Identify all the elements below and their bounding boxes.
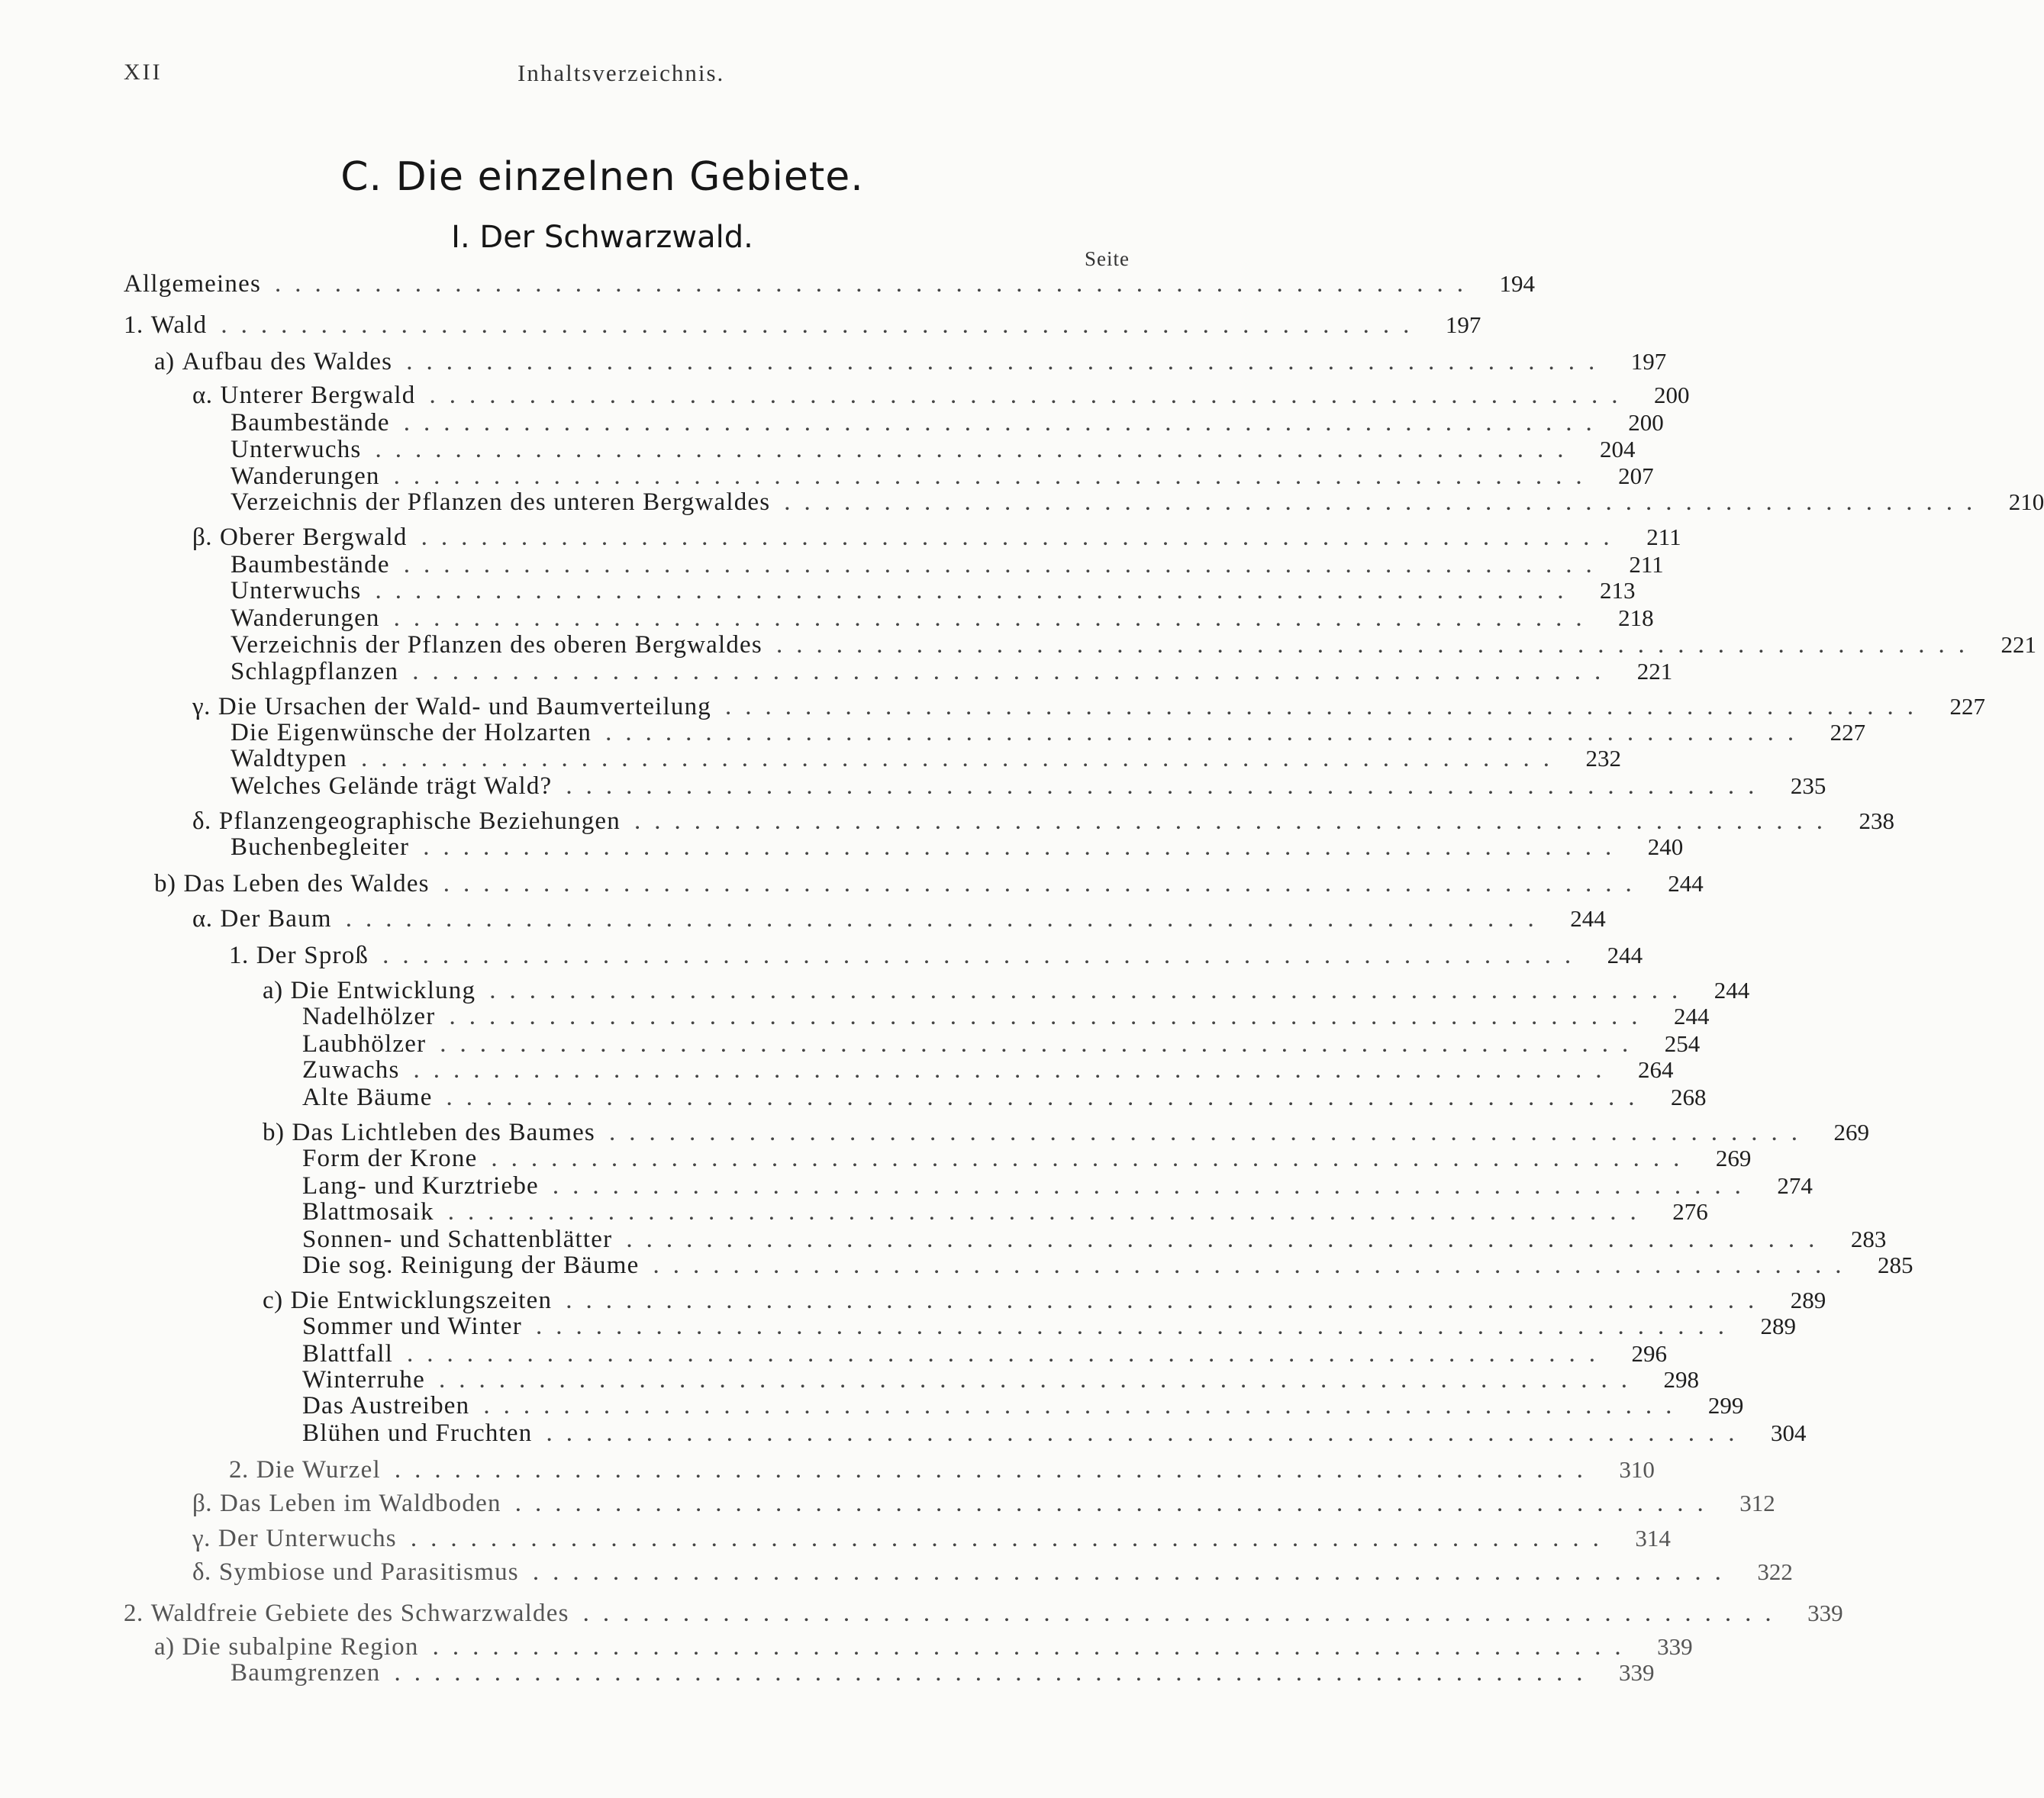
- toc-entry-label: Die Wurzel: [256, 1456, 381, 1484]
- toc-entry: [154, 870, 1704, 897]
- toc-entry-label: Der Unterwuchs: [218, 1525, 397, 1552]
- toc-entry-number: α.: [192, 382, 213, 409]
- toc-entry: [124, 311, 1481, 339]
- dot-leader: ............................................................: [429, 382, 1632, 409]
- toc-entry-label: Allgemeines: [124, 270, 261, 298]
- toc-entry: [192, 1490, 1775, 1517]
- toc-entry-label: Wanderungen: [231, 462, 380, 490]
- toc-entry-label: Wald: [150, 311, 208, 339]
- dot-leader: ............................................................: [447, 1198, 1650, 1226]
- toc-entry: [302, 1198, 1708, 1226]
- toc-entry-number: b): [154, 870, 176, 897]
- dot-leader: ............................................................: [552, 1172, 1755, 1200]
- toc-entry-page: 322: [1757, 1558, 1793, 1585]
- toc-entry-page: 274: [1777, 1172, 1813, 1199]
- dot-leader: ............................................................: [653, 1252, 1855, 1279]
- toc-entry: [302, 1340, 1667, 1368]
- dot-leader: ............................................................: [566, 1287, 1768, 1314]
- toc-entry-page: 235: [1790, 772, 1826, 799]
- dot-leader: ............................................................: [535, 1313, 1738, 1340]
- toc-entry-page: 244: [1668, 870, 1704, 897]
- toc-entry: [302, 1172, 1813, 1200]
- section-title: C. Die einzelnen Gebiete.: [340, 154, 864, 200]
- toc-entry-label: Wanderungen: [231, 604, 380, 632]
- toc-entry-page: 227: [1949, 693, 1986, 720]
- toc-entry: [231, 488, 2044, 516]
- toc-entry: [263, 1287, 1826, 1314]
- toc-entry: [231, 1659, 1655, 1687]
- toc-entry-number: 1.: [229, 942, 249, 969]
- toc-entry-label: Waldtypen: [231, 745, 347, 772]
- toc-entry-label: Nadelhölzer: [302, 1003, 436, 1030]
- dot-leader: ............................................................: [582, 1600, 1785, 1627]
- toc-entry-page: 299: [1707, 1392, 1744, 1419]
- toc-entry-label: Unterwuchs: [231, 577, 362, 604]
- toc-entry-label: Pflanzengeographische Beziehungen: [218, 807, 621, 835]
- dot-leader: ............................................................: [394, 1456, 1597, 1484]
- toc-entry: [192, 693, 1986, 720]
- toc-entry: [231, 462, 1654, 490]
- dot-leader: ............................................................: [605, 719, 1808, 746]
- toc-entry-label: Der Baum: [220, 905, 332, 933]
- toc-entry-number: α.: [192, 905, 213, 933]
- toc-entry: [302, 1056, 1674, 1084]
- toc-entry-page: 268: [1671, 1084, 1707, 1110]
- toc-entry-label: Der Sproß: [256, 942, 369, 969]
- toc-entry: [231, 631, 2036, 659]
- toc-entry-label: Schlagpflanzen: [231, 658, 399, 685]
- toc-entry-label: Welches Gelände trägt Wald?: [231, 772, 553, 800]
- toc-entry: [302, 1392, 1744, 1419]
- toc-entry-page: 211: [1629, 551, 1664, 578]
- toc-entry-page: 227: [1830, 719, 1866, 746]
- toc-entry-page: 197: [1630, 348, 1667, 375]
- toc-entry-page: 210: [2008, 488, 2044, 515]
- dot-leader: ............................................................: [449, 1003, 1652, 1030]
- toc-entry-number: 1.: [124, 311, 143, 339]
- dot-leader: ............................................................: [375, 436, 1578, 463]
- toc-entry-label: Alte Bäume: [302, 1084, 433, 1111]
- toc-entry-number: δ.: [192, 807, 211, 835]
- toc-entry: [302, 1084, 1707, 1111]
- toc-entry: [302, 1003, 1710, 1030]
- toc-entry-number: γ.: [192, 1525, 211, 1552]
- dot-leader: ............................................................: [532, 1558, 1735, 1586]
- dot-leader: ............................................................: [393, 462, 1596, 490]
- toc-entry-label: Blattmosaik: [302, 1198, 434, 1226]
- dot-leader: ............................................................: [375, 577, 1578, 604]
- toc-entry: [302, 1226, 1887, 1253]
- toc-entry-label: Baumbestände: [231, 551, 390, 578]
- toc-entry: [231, 436, 1636, 463]
- toc-entry-page: 283: [1850, 1226, 1887, 1252]
- toc-entry: [192, 1558, 1793, 1586]
- toc-entry-label: Verzeichnis der Pflanzen des oberen Bergwaldes: [231, 631, 762, 659]
- toc-entry-label: Das Leben des Waldes: [183, 870, 430, 897]
- toc-entry-number: a): [154, 1633, 175, 1661]
- toc-entry-page: 269: [1833, 1119, 1869, 1146]
- toc-entry: [229, 942, 1643, 969]
- toc-entry: [231, 719, 1866, 746]
- toc-entry-label: Die Entwicklung: [290, 977, 476, 1004]
- page-number: XII: [124, 60, 163, 85]
- dot-leader: ............................................................: [406, 348, 1609, 375]
- toc-entry: [192, 524, 1681, 551]
- toc-entry-page: 339: [1807, 1600, 1843, 1626]
- toc-entry-page: 269: [1715, 1145, 1752, 1171]
- toc-entry-label: Die Eigenwünsche der Holzarten: [231, 719, 592, 746]
- dot-leader: ............................................................: [443, 870, 1646, 897]
- toc-entry: [154, 1633, 1693, 1661]
- toc-entry: [192, 1525, 1671, 1552]
- dot-leader: ............................................................: [413, 1056, 1616, 1084]
- toc-entry-label: Baumgrenzen: [231, 1659, 381, 1687]
- toc-entry-page: 339: [1657, 1633, 1693, 1660]
- toc-entry-label: Blattfall: [302, 1340, 393, 1368]
- dot-leader: ............................................................: [440, 1030, 1643, 1058]
- toc-entry-page: 244: [1570, 905, 1606, 932]
- toc-entry: [263, 1119, 1869, 1146]
- toc-entry: [231, 577, 1636, 604]
- toc-entry-number: 2.: [229, 1456, 249, 1484]
- toc-entry: [192, 905, 1606, 933]
- page-column-label: Seite: [1085, 247, 1130, 270]
- toc-entry-label: Waldfreie Gebiete des Schwarzwaldes: [150, 1600, 569, 1627]
- toc-entry-page: 276: [1672, 1198, 1708, 1225]
- toc-entry-label: Die subalpine Region: [182, 1633, 419, 1661]
- toc-entry: [302, 1366, 1699, 1394]
- dot-leader: ............................................................: [432, 1633, 1635, 1661]
- toc-entry-label: Das Lichtleben des Baumes: [292, 1119, 595, 1146]
- toc-entry-page: 244: [1714, 977, 1750, 1004]
- toc-entry-label: Das Austreiben: [302, 1392, 470, 1419]
- dot-leader: ............................................................: [546, 1419, 1749, 1447]
- toc-entry-label: Die Entwicklungszeiten: [290, 1287, 553, 1314]
- toc-entry-page: 240: [1647, 833, 1684, 860]
- toc-entry: [231, 658, 1673, 685]
- dot-leader: ............................................................: [393, 604, 1596, 632]
- toc-entry: [302, 1313, 1796, 1340]
- dot-leader: ............................................................: [406, 1340, 1609, 1368]
- toc-entry: [231, 409, 1664, 437]
- toc-entry-page: 211: [1646, 524, 1681, 550]
- toc-entry-page: 197: [1445, 311, 1481, 338]
- toc-entry-label: Winterruhe: [302, 1366, 425, 1394]
- toc-entry: [124, 1600, 1843, 1627]
- dot-leader: ............................................................: [421, 524, 1623, 551]
- dot-leader: ............................................................: [403, 409, 1606, 437]
- dot-leader: ............................................................: [634, 807, 1836, 835]
- dot-leader: ............................................................: [483, 1392, 1686, 1419]
- toc-entry-number: δ.: [192, 1558, 211, 1586]
- toc-entry-page: 221: [1636, 658, 1673, 685]
- toc-entry-page: 218: [1618, 604, 1654, 631]
- toc-entry-label: Das Leben im Waldboden: [220, 1490, 501, 1517]
- toc-entry-page: 289: [1790, 1287, 1826, 1313]
- dot-leader: ............................................................: [394, 1659, 1597, 1687]
- dot-leader: ............................................................: [382, 942, 1585, 969]
- dot-leader: ............................................................: [608, 1119, 1811, 1146]
- dot-leader: ............................................................: [489, 977, 1692, 1004]
- dot-leader: ............................................................: [446, 1084, 1649, 1111]
- toc-entry-label: Die Ursachen der Wald- und Baumverteilung: [218, 693, 712, 720]
- toc-entry: [124, 270, 1535, 298]
- toc-entry-page: 244: [1607, 942, 1643, 968]
- toc-entry-page: 238: [1859, 807, 1894, 834]
- toc-entry-label: Baumbestände: [231, 409, 390, 437]
- toc-entry-page: 213: [1599, 577, 1636, 604]
- toc-entry: [263, 977, 1750, 1004]
- toc-entry-page: 207: [1618, 462, 1654, 489]
- toc-entry: [192, 382, 1690, 409]
- toc-entry-page: 221: [2000, 631, 2036, 658]
- toc-entry: [154, 348, 1667, 375]
- dot-leader: ............................................................: [626, 1226, 1829, 1253]
- toc-entry-page: 289: [1760, 1313, 1796, 1339]
- dot-leader: ............................................................: [491, 1145, 1694, 1172]
- toc-entry: [231, 833, 1684, 861]
- toc-entry-number: a): [263, 977, 283, 1004]
- dot-leader: ............................................................: [403, 551, 1606, 578]
- toc-entry: [231, 772, 1826, 800]
- toc-entry: [302, 1030, 1701, 1058]
- toc-entry-label: Unterer Bergwald: [220, 382, 416, 409]
- dot-leader: ............................................................: [360, 745, 1563, 772]
- toc-entry-label: Blühen und Fruchten: [302, 1419, 533, 1447]
- toc-entry: [302, 1252, 1913, 1279]
- toc-entry-number: β.: [192, 1490, 213, 1517]
- toc-entry-label: Buchenbegleiter: [231, 833, 410, 861]
- toc-entry-page: 194: [1499, 270, 1535, 297]
- running-title: Inhaltsverzeichnis.: [517, 60, 725, 86]
- toc-entry-label: Zuwachs: [302, 1056, 400, 1084]
- toc-entry-page: 298: [1663, 1366, 1699, 1393]
- toc-entry-number: γ.: [192, 693, 211, 720]
- dot-leader: ............................................................: [412, 658, 1615, 685]
- toc-entry-label: Symbiose und Parasitismus: [218, 1558, 519, 1586]
- toc-entry: [231, 551, 1664, 578]
- toc-entry-page: 244: [1673, 1003, 1710, 1030]
- toc-entry-page: 312: [1739, 1490, 1775, 1516]
- toc-entry-label: Laubhölzer: [302, 1030, 427, 1058]
- dot-leader: ............................................................: [566, 772, 1768, 800]
- dot-leader: ............................................................: [423, 833, 1626, 861]
- dot-leader: ............................................................: [221, 311, 1423, 339]
- dot-leader: ............................................................: [438, 1366, 1641, 1394]
- toc-entry-label: Oberer Bergwald: [220, 524, 408, 551]
- toc-entry-page: 296: [1631, 1340, 1667, 1367]
- dot-leader: ............................................................: [410, 1525, 1613, 1552]
- toc-entry-label: Sommer und Winter: [302, 1313, 522, 1340]
- dot-leader: ............................................................: [784, 488, 1987, 516]
- toc-entry-label: Aufbau des Waldes: [182, 348, 393, 375]
- toc-entry-page: 200: [1628, 409, 1664, 436]
- toc-entry: [302, 1419, 1807, 1447]
- toc-entry-number: a): [154, 348, 175, 375]
- toc-entry-page: 304: [1770, 1419, 1807, 1446]
- dot-leader: ............................................................: [514, 1490, 1717, 1517]
- toc-entry-number: b): [263, 1119, 285, 1146]
- toc-entry: [231, 604, 1654, 632]
- toc-entry-page: 204: [1599, 436, 1636, 462]
- toc-entry: [229, 1456, 1655, 1484]
- toc-entry-number: c): [263, 1287, 283, 1314]
- toc-entry-number: β.: [192, 524, 213, 551]
- dot-leader: ............................................................: [775, 631, 1978, 659]
- toc-entry: [192, 807, 1894, 835]
- toc-entry-label: Die sog. Reinigung der Bäume: [302, 1252, 640, 1279]
- toc-entry-page: 200: [1653, 382, 1690, 408]
- subsection-title: I. Der Schwarzwald.: [451, 220, 753, 255]
- toc-entry-label: Form der Krone: [302, 1145, 478, 1172]
- dot-leader: ............................................................: [275, 270, 1477, 298]
- toc-entry: [231, 745, 1621, 772]
- toc-entry-page: 339: [1618, 1659, 1655, 1686]
- toc-entry-page: 232: [1585, 745, 1621, 772]
- toc-entry-label: Sonnen- und Schattenblätter: [302, 1226, 613, 1253]
- toc-entry-page: 254: [1664, 1030, 1701, 1057]
- toc-entry-label: Unterwuchs: [231, 436, 362, 463]
- toc-entry: [302, 1145, 1752, 1172]
- toc-entry-page: 285: [1877, 1252, 1913, 1278]
- dot-leader: ............................................................: [725, 693, 1928, 720]
- toc-entry-page: 264: [1638, 1056, 1674, 1083]
- toc-entry-page: 310: [1619, 1456, 1655, 1483]
- toc-entry-page: 314: [1635, 1525, 1671, 1552]
- toc-entry-label: Lang- und Kurztriebe: [302, 1172, 539, 1200]
- dot-leader: ............................................................: [345, 905, 1548, 933]
- toc-entry-number: 2.: [124, 1600, 143, 1627]
- toc-entry-label: Verzeichnis der Pflanzen des unteren Bergwaldes: [231, 488, 771, 516]
